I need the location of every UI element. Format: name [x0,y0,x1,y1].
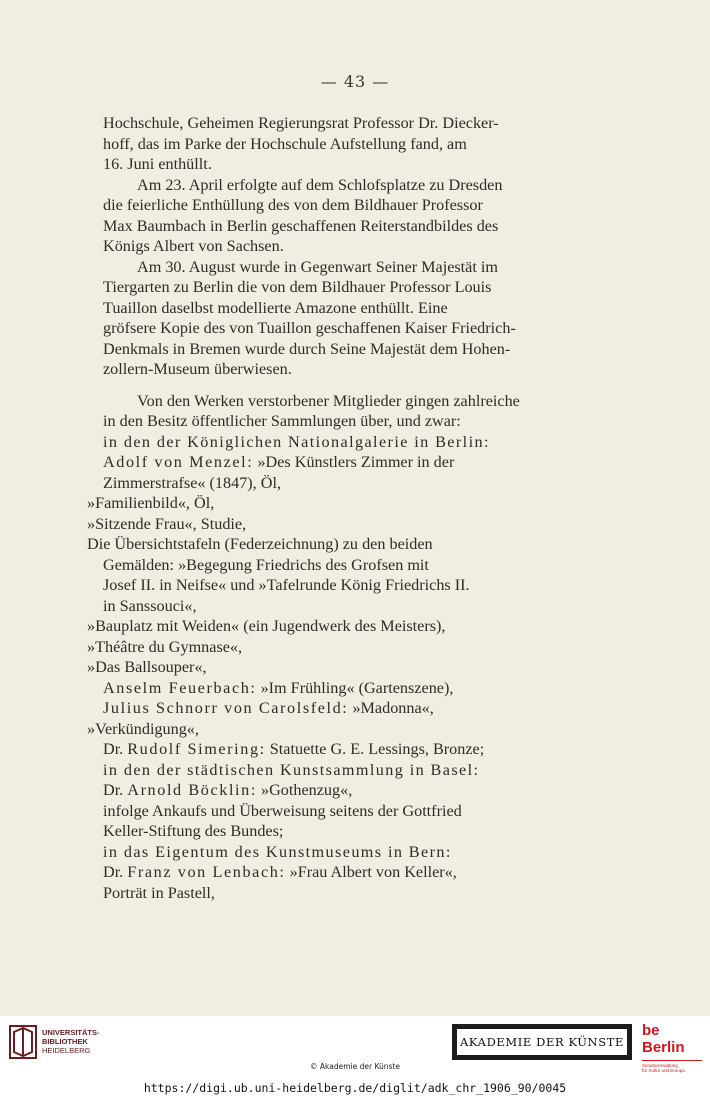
copyright-notice: © Akademie der Künste [310,1062,400,1071]
text-line: Königs Albert von Sachsen. [103,237,284,255]
entry-continuation: Porträt in Pastell, [103,883,215,902]
text-line: Max Baumbach in Berlin geschaffenen Reiterstandbildes des [103,216,499,235]
text-line: hoff, das im Parke der Hochschule Aufstellung fand, am [103,134,467,153]
work-title: »Das Ballsouper«, [87,658,207,676]
entry-continuation: Zimmerstrafse« (1847), Öl, [103,473,282,492]
akademie-logo[interactable] [452,1024,632,1060]
title-prefix: Dr. [103,863,124,881]
work-title: Die Übersichtstafeln (Federzeichnung) zu den beiden [87,535,433,553]
work-title: »Gothenzug«, [261,781,353,799]
spacer [103,380,566,391]
be-berlin-text: be Berlin [642,1022,685,1056]
work-title: »Sitzende Frau«, Studie, [87,514,247,533]
artist-name: Anselm Feuerbach: [103,678,257,697]
text-line: Am 23. April erfolgte auf dem Schlofsplatze zu Dresden [137,175,503,194]
akademie-label: AKADEMIE DER KÜNSTE [457,1029,627,1055]
ub-line: BIBLIOTHEK [42,1037,88,1046]
ub-line: UNIVERSITÄTS- [42,1028,100,1037]
university-library-logo-icon[interactable] [8,1022,38,1062]
entry-menzel [103,452,566,473]
entry-simering [103,739,566,760]
text-line: Hochschule, Geheimen Regierungsrat Professor Dr. Diecker- [103,114,499,132]
title-prefix: Dr. [103,740,124,758]
text-line: gröfsere Kopie des von Tuaillon geschaffenen Kaiser Friedrich- [103,319,516,337]
paragraph-1 [103,113,566,175]
entry-bocklin [103,780,566,801]
permalink-url[interactable]: https://digi.ub.uni-heidelberg.de/diglit/adk_chr_1906_90/0045 [143,1081,567,1095]
section-heading-berlin: in den der Königlichen Nationalgalerie in Berlin: [103,432,490,451]
artist-name: Arnold Böcklin: [127,781,257,799]
work-title: »Im Frühling« (Gartenszene), [260,678,454,697]
work-title: »Frau Albert von Keller«, [289,863,457,881]
page-number: — 43 — [320,72,390,91]
work-title: »Théâtre du Gymnase«, [87,637,243,656]
entry-continuation: infolge Ankaufs und Überweisung seitens der Gottfried [103,801,462,820]
section-heading-basel: in den der städtischen Kunstsammlung in Basel: [103,760,480,779]
work-title: »Familienbild«, Öl, [87,494,215,512]
paragraph-3 [103,257,566,380]
artist-name: Julius Schnorr von Carolsfeld: [103,699,349,717]
artist-name: Rudolf Simering: [127,740,266,758]
work-title: »Madonna«, [352,699,434,717]
text-line: Von den Werken verstorbener Mitglieder gingen zahlreiche [137,391,520,410]
work-title: »Bauplatz mit Weiden« (ein Jugendwerk des Meisters), [87,617,446,635]
entry-continuation: Keller-Stiftung des Bundes; [103,822,284,840]
entry-feuerbach [103,678,566,699]
paragraph-4 [103,391,566,432]
page-body [87,113,566,903]
entry-lenbach [103,862,566,883]
entry-continuation: in Sanssouci«, [103,596,197,615]
work-title: »Verkündigung«, [87,719,199,738]
senate-line: Senatsverwaltung [642,1063,678,1068]
text-line: 16. Juni enthüllt. [103,155,212,173]
text-line: in den Besitz öffentlicher Sammlungen über, und zwar: [103,412,461,430]
artist-name: Franz von Lenbach: [127,863,286,881]
work-title: Statuette G. E. Lessings, Bronze; [269,740,485,758]
section-heading-bern: in das Eigentum des Kunstmuseums in Bern: [103,842,452,861]
entry-continuation: Josef II. in Neifse« und »Tafelrunde König Friedrichs II. [103,576,470,594]
entry-continuation: Gemälden: »Begegung Friedrichs des Grofsen mit [103,555,429,574]
text-line: Tiergarten zu Berlin die von dem Bildhauer Professor Louis [103,278,492,296]
artist-name: Adolf von Menzel: [103,453,254,471]
text-line: die feierliche Enthüllung des von dem Bildhauer Professor [103,196,483,214]
paragraph-2 [103,175,566,257]
text-line: zollern-Museum überwiesen. [103,360,292,378]
senate-line: für Kultur und Europa [642,1068,685,1073]
ub-line: HEIDELBERG [42,1046,91,1055]
title-prefix: Dr. [103,781,124,799]
university-library-name[interactable] [42,1028,100,1055]
work-title: »Des Künstlers Zimmer in der [257,453,455,471]
text-line: Tuaillon daselbst modellierte Amazone enthüllt. Eine [103,298,448,317]
text-line: Denkmals in Bremen wurde durch Seine Majestät dem Hohen- [103,339,511,358]
text-line: Am 30. August wurde in Gegenwart Seiner Majestät im [137,257,499,276]
entry-schnorr [103,698,566,719]
be-berlin-mark [642,1022,702,1056]
